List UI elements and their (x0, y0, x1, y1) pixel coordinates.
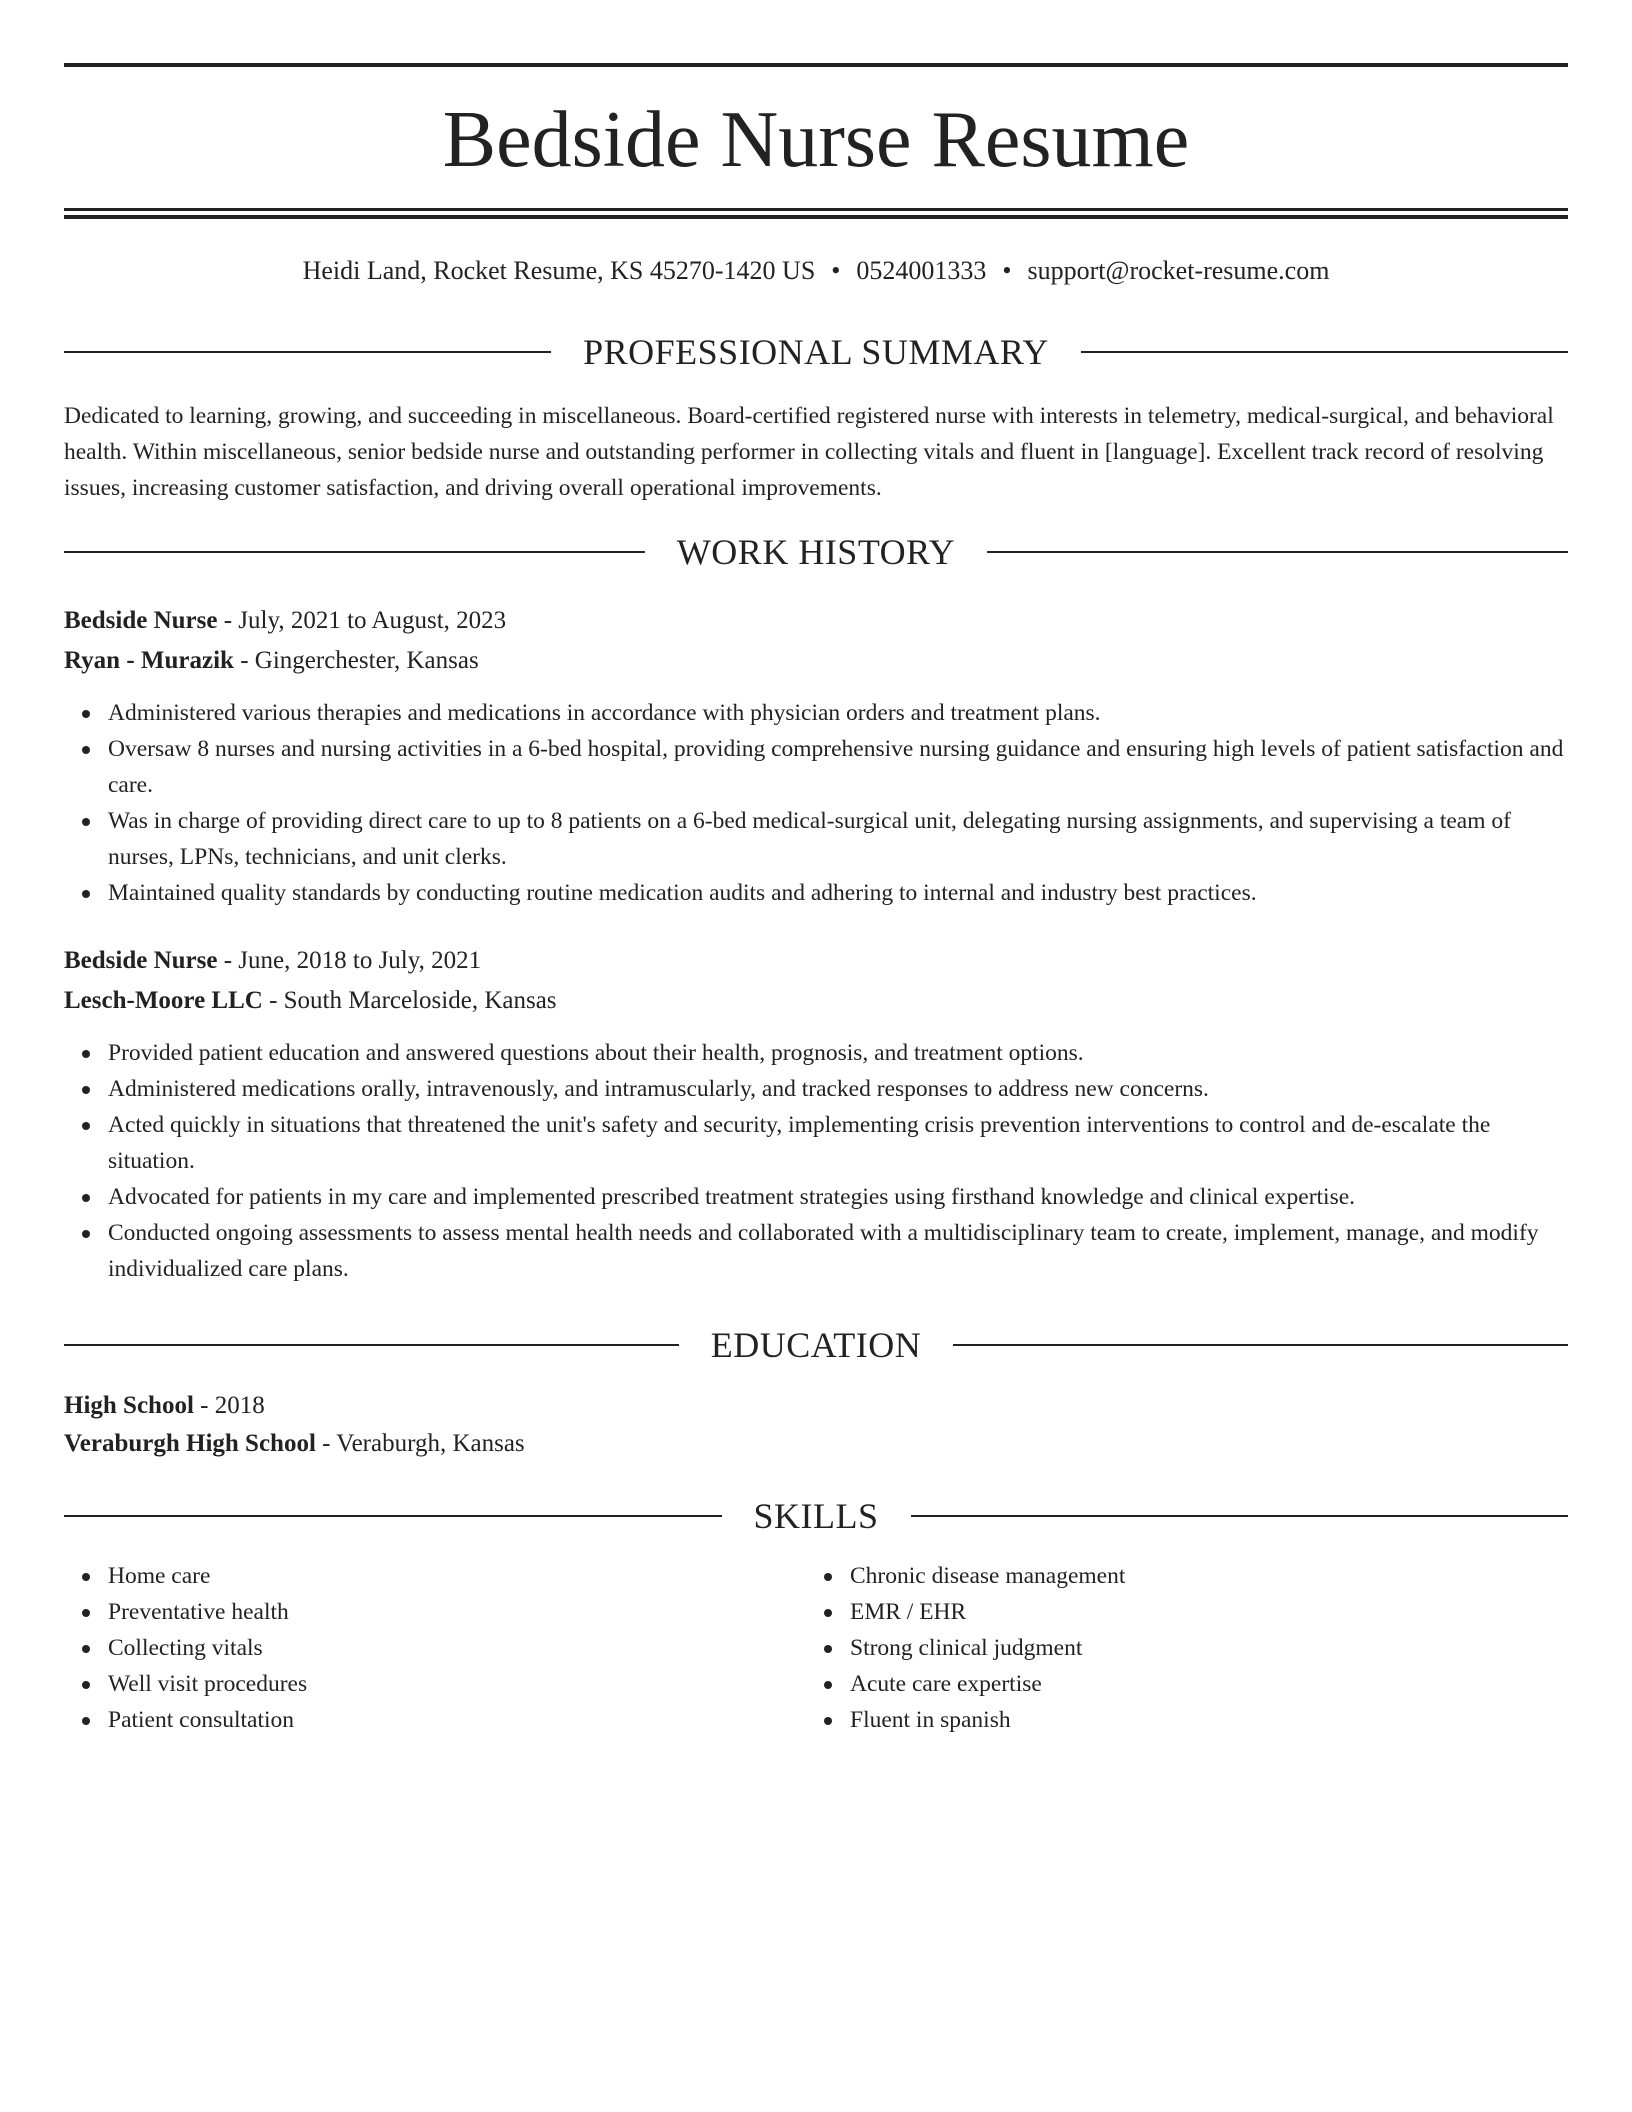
contact-separator: • (831, 256, 841, 285)
skill-item: Acute care expertise (850, 1666, 1125, 1702)
skill-item: Fluent in spanish (850, 1702, 1125, 1738)
contact-email: support@rocket-resume.com (1027, 256, 1330, 285)
education-school: Veraburgh High School (64, 1430, 316, 1457)
skills-list-left (64, 1558, 307, 1738)
job-employer: Lesch-Moore LLC (64, 987, 263, 1014)
top-rule (64, 63, 1568, 67)
heading-rule (64, 1515, 722, 1517)
job-dates: - June, 2018 to July, 2021 (217, 947, 482, 974)
skill-item: Strong clinical judgment (850, 1630, 1125, 1666)
skill-item: Well visit procedures (108, 1666, 307, 1702)
list-item: Oversaw 8 nurses and nursing activities in a 6-bed hospital, providing comprehensive nursing guidance and ensuring high levels of patient satisfaction and care. (108, 731, 1568, 803)
education-degree: High School (64, 1392, 194, 1419)
section-heading-education (64, 1323, 1568, 1367)
heading-rule (64, 1344, 679, 1346)
section-heading-work (64, 530, 1568, 574)
section-title: WORK HISTORY (676, 532, 956, 572)
job-title: Bedside Nurse (64, 947, 218, 974)
contact-address: Heidi Land, Rocket Resume, KS 45270-1420 US (302, 256, 816, 285)
section-heading-summary (64, 330, 1568, 374)
education-year: - 2018 (193, 1392, 265, 1419)
list-item: Acted quickly in situations that threatened the unit's safety and security, implementing crisis prevention interventions to control and de-escalate the situation. (108, 1107, 1568, 1179)
contact-phone: 0524001333 (856, 256, 987, 285)
education-school-line (64, 1425, 1568, 1463)
list-item: Was in charge of providing direct care to up to 8 patients on a 6-bed medical-surgical unit, delegating nursing assignments, and supervising a team of nurses, LPNs, technicians, and unit clerks. (108, 803, 1568, 875)
job-employer-line (64, 982, 1568, 1020)
heading-rule (911, 1515, 1569, 1517)
skill-item: Collecting vitals (108, 1630, 307, 1666)
skills-list-right (806, 1558, 1125, 1738)
job-title-line (64, 942, 1568, 980)
section-title: EDUCATION (710, 1325, 922, 1365)
job-title: Bedside Nurse (64, 607, 218, 634)
heading-rule (1081, 351, 1568, 353)
list-item: Administered medications orally, intravenously, and intramuscularly, and tracked responses to address new concerns. (108, 1071, 1568, 1107)
title-rule-thin (64, 208, 1568, 211)
list-item: Conducted ongoing assessments to assess mental health needs and collaborated with a multidisciplinary team to create, implement, manage, and modify individualized care plans. (108, 1215, 1568, 1287)
job-bullets (64, 695, 1568, 911)
contact-separator: • (1002, 256, 1012, 285)
job-location: - South Marceloside, Kansas (262, 987, 557, 1014)
heading-rule (953, 1344, 1568, 1346)
list-item: Provided patient education and answered questions about their health, prognosis, and treatment options. (108, 1035, 1568, 1071)
job-location: - Gingerchester, Kansas (233, 647, 479, 674)
education-location: - Veraburgh, Kansas (315, 1430, 525, 1457)
heading-rule (64, 351, 551, 353)
section-heading-skills (64, 1494, 1568, 1538)
heading-rule (64, 551, 645, 553)
job-bullets (64, 1035, 1568, 1287)
list-item: Maintained quality standards by conducting routine medication audits and adhering to internal and industry best practices. (108, 875, 1568, 911)
job-title-line (64, 602, 1568, 640)
title-rule-thick (64, 215, 1568, 219)
job-employer-line (64, 642, 1568, 680)
skill-item: Preventative health (108, 1594, 307, 1630)
list-item: Advocated for patients in my care and implemented prescribed treatment strategies using firsthand knowledge and clinical expertise. (108, 1179, 1568, 1215)
skill-item: Home care (108, 1558, 307, 1594)
job-employer: Ryan - Murazik (64, 647, 234, 674)
heading-rule (987, 551, 1568, 553)
skill-item: EMR / EHR (850, 1594, 1125, 1630)
resume-title: Bedside Nurse Resume (442, 96, 1190, 184)
summary-text: Dedicated to learning, growing, and succeeding in miscellaneous. Board-certified registered nurse with interests in telemetry, medical-surgical, and behavioral health. Within miscellaneous, senior bedside nurse and outstanding performer in collecting vitals and fluent in [language]. Excellent track record of resolving issues, increasing customer satisfaction, and driving overall operational improvements. (64, 403, 1554, 501)
contact-line (64, 253, 1568, 289)
list-item: Administered various therapies and medications in accordance with physician orders and treatment plans. (108, 695, 1568, 731)
education-degree-line (64, 1387, 1568, 1425)
skill-item: Patient consultation (108, 1702, 307, 1738)
section-title: SKILLS (753, 1496, 879, 1536)
skill-item: Chronic disease management (850, 1558, 1125, 1594)
job-dates: - July, 2021 to August, 2023 (217, 607, 507, 634)
section-title: PROFESSIONAL SUMMARY (583, 332, 1049, 372)
